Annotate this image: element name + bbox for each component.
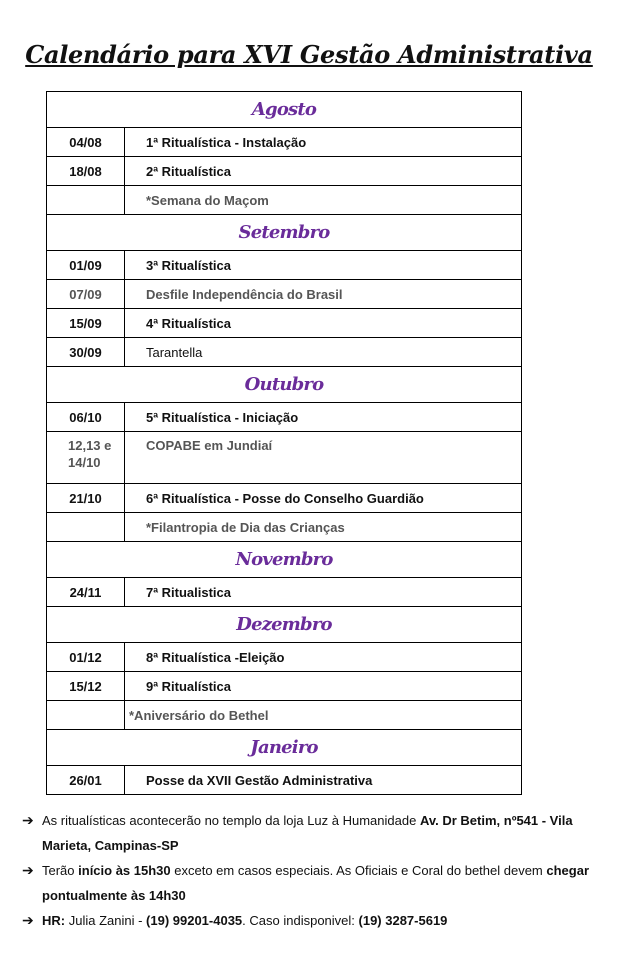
event-row (47, 484, 522, 513)
event-date: 26/01 (47, 766, 125, 795)
event-row (47, 513, 522, 542)
event-row (47, 280, 522, 309)
month-row-dezembro (47, 607, 522, 643)
month-label: Novembro (47, 542, 522, 578)
month-label: Setembro (47, 215, 522, 251)
event-date (47, 432, 125, 484)
event-title: Posse da XVII Gestão Administrativa (125, 766, 522, 795)
note-item (22, 908, 612, 933)
event-date: 06/10 (47, 403, 125, 432)
event-row (47, 432, 522, 484)
month-row-janeiro (47, 730, 522, 766)
event-title: 8ª Ritualística -Eleição (125, 643, 522, 672)
event-date: 15/09 (47, 309, 125, 338)
event-date (47, 186, 125, 215)
event-date: 01/09 (47, 251, 125, 280)
event-date (47, 701, 125, 730)
event-row (47, 338, 522, 367)
notes-list (22, 808, 612, 933)
event-date: 24/11 (47, 578, 125, 607)
event-row (47, 403, 522, 432)
event-title: *Filantropia de Dia das Crianças (125, 513, 522, 542)
month-label: Janeiro (47, 730, 522, 766)
event-title: Desfile Independência do Brasil (125, 280, 522, 309)
note-text: Julia Zanini - (65, 913, 147, 928)
event-row (47, 701, 522, 730)
page-title: Calendário para XVI Gestão Administrativa (25, 40, 593, 69)
event-row (47, 578, 522, 607)
event-title: 1ª Ritualística - Instalação (125, 128, 522, 157)
event-title: 7ª Ritualistica (125, 578, 522, 607)
note-item (22, 858, 612, 908)
event-title: 5ª Ritualística - Iniciação (125, 403, 522, 432)
arrow-right-icon: ➔ (22, 862, 34, 878)
event-row (47, 766, 522, 795)
calendar-table (46, 91, 522, 795)
note-phone: (19) 99201-4035 (146, 913, 243, 928)
month-row-setembro (47, 215, 522, 251)
event-row (47, 672, 522, 701)
event-date: 18/08 (47, 157, 125, 186)
event-row (47, 309, 522, 338)
event-row (47, 251, 522, 280)
event-date: 07/09 (47, 280, 125, 309)
event-date: 01/12 (47, 643, 125, 672)
note-address: Av. Dr Betim, nº541 - Vila Marieta, Campinas-SP (42, 813, 573, 853)
event-title: 9ª Ritualística (125, 672, 522, 701)
event-title: 4ª Ritualística (125, 309, 522, 338)
event-row (47, 643, 522, 672)
note-label: HR: (42, 913, 66, 928)
month-row-agosto (47, 92, 522, 128)
event-date: 04/08 (47, 128, 125, 157)
note-text: Terão (42, 863, 79, 878)
note-arrival-time: chegar pontualmente às 14h30 (42, 863, 590, 903)
note-text: . Caso indisponivel: (242, 913, 359, 928)
note-start-time: início às 15h30 (78, 863, 171, 878)
note-item (22, 808, 612, 858)
event-row (47, 186, 522, 215)
month-row-novembro (47, 542, 522, 578)
event-title: 2ª Ritualística (125, 157, 522, 186)
event-row (47, 157, 522, 186)
event-row (47, 128, 522, 157)
month-label: Dezembro (47, 607, 522, 643)
event-title: *Semana do Maçom (125, 186, 522, 215)
arrow-right-icon: ➔ (22, 812, 34, 828)
event-date: 30/09 (47, 338, 125, 367)
event-title: *Aniversário do Bethel (125, 701, 522, 730)
event-date: 21/10 (47, 484, 125, 513)
note-phone: (19) 3287-5619 (358, 913, 448, 928)
month-label: Outubro (47, 367, 522, 403)
event-title: 6ª Ritualística - Posse do Conselho Guardião (125, 484, 522, 513)
arrow-right-icon: ➔ (22, 912, 34, 928)
event-title: 3ª Ritualística (125, 251, 522, 280)
event-title: COPABE em Jundiaí (125, 432, 522, 484)
note-text: exceto em casos especiais. As Oficiais e Coral do bethel devem (170, 863, 547, 878)
month-label: Agosto (47, 92, 522, 128)
event-date: 15/12 (47, 672, 125, 701)
event-date-line: 12,13 e (68, 438, 112, 453)
month-row-outubro (47, 367, 522, 403)
event-title: Tarantella (125, 338, 522, 367)
event-date-line: 14/10 (68, 455, 101, 470)
note-text: As ritualísticas acontecerão no templo da loja Luz à Humanidade (42, 813, 420, 828)
event-date (47, 513, 125, 542)
